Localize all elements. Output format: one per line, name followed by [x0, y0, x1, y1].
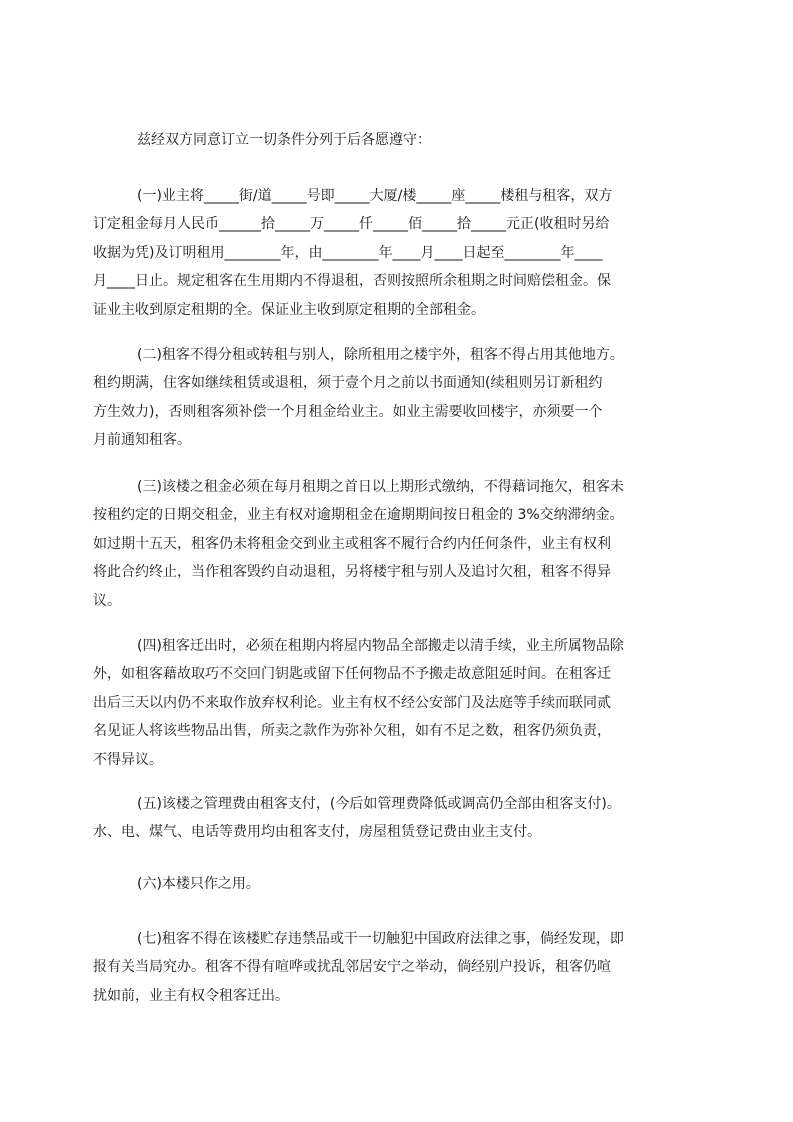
- clause-1: [93, 182, 699, 324]
- clause-line: (七)租客不得在该楼贮存违禁品或干一切触犯中国政府法律之事，倘经发现，即: [137, 931, 624, 947]
- clause-line: 不得异议。: [93, 751, 163, 768]
- clause-line: 如过期十五天，租客仍未将租金交到业主或租客不履行合约内任何条件，业主有权利: [93, 535, 611, 552]
- clause-line: 方生效力)，否则租客须补偿一个月租金给业主。如业主需要收回楼宇，亦须要一个: [93, 403, 603, 420]
- clause-line: (二)租客不得分租或转租与别人，除所租用之楼宇外，租客不得占用其他地方。: [137, 347, 624, 363]
- clause-line: 按租约定的日期交租金，业主有权对逾期租金在逾期期间按日租金的 3%交纳滞纳金。: [93, 507, 624, 524]
- clause-line: 租约期满，住客如继续租赁或退租，须于壹个月之前以书面通知(续租则另订新租约: [93, 375, 603, 392]
- clause-3: [93, 473, 699, 615]
- clause-4: [93, 632, 699, 774]
- clause-line: 订定租金每月人民币______拾_____万_____仟_____佰_____拾_____元正(收租时另给: [93, 216, 610, 233]
- clause-line: 报有关当局究办。租客不得有喧哗或扰乱邻居安宁之举动，倘经别户投诉，租客仍喧: [93, 959, 611, 976]
- clause-line: 收据为凭)及订明租用________年，由________年____月____日起至________年____: [93, 244, 603, 261]
- clause-6: [93, 870, 699, 898]
- clause-line: 证业主收到原定租期的全。保证业主收到原定租期的全部租金。: [93, 301, 485, 318]
- clause-line: 议。: [93, 592, 121, 609]
- clause-line: 月____日止。规定租客在生用期内不得退租，否则按照所余租期之时间赔偿租金。保: [93, 273, 611, 290]
- clause-line: (一)业主将_____街/道_____号即_____大厦/楼_____座_____楼租与租客，双方: [137, 188, 613, 204]
- clause-7: [93, 925, 699, 1010]
- intro-text: 兹经双方同意订立一切条件分列于后各愿遵守：: [137, 132, 431, 148]
- clause-line: 水、电、煤气、电话等费用均由租客支付，房屋租赁登记费由业主支付。: [93, 824, 541, 841]
- clause-line: (六)本楼只作之用。: [137, 876, 260, 892]
- clause-line: 出后三天以内仍不来取作放弃权利论。业主有权不经公安部门及法庭等手续而联同贰: [93, 694, 611, 711]
- clause-line: (三)该楼之租金必须在每月租期之首日以上期形式缴纳，不得藉词拖欠，租客未: [137, 479, 624, 495]
- clause-line: 名见证人将该些物品出售，所卖之款作为弥补欠租，如有不足之数，租客仍须负责，: [93, 723, 611, 740]
- clause-line: 扰如前，业主有权令租客迁出。: [93, 987, 289, 1004]
- clause-line: 月前通知租客。: [93, 432, 191, 449]
- clause-line: (五)该楼之管理费由租客支付，(今后如管理费降低或调高仍全部由租客支付)。: [137, 796, 621, 812]
- clause-5: [93, 790, 699, 847]
- clause-line: 将此合约终止，当作租客毁约自动退租，另将楼宇租与别人及追讨欠租，租客不得异: [93, 564, 611, 581]
- clause-2: [93, 341, 699, 455]
- clause-line: (四)租客迁出时，必须在租期内将屋内物品全部搬走以清手续，业主所属物品除: [137, 638, 624, 654]
- clause-line: 外，如租客藉故取巧不交回门钥匙或留下任何物品不予搬走故意阻延时间。在租客迁: [93, 666, 611, 683]
